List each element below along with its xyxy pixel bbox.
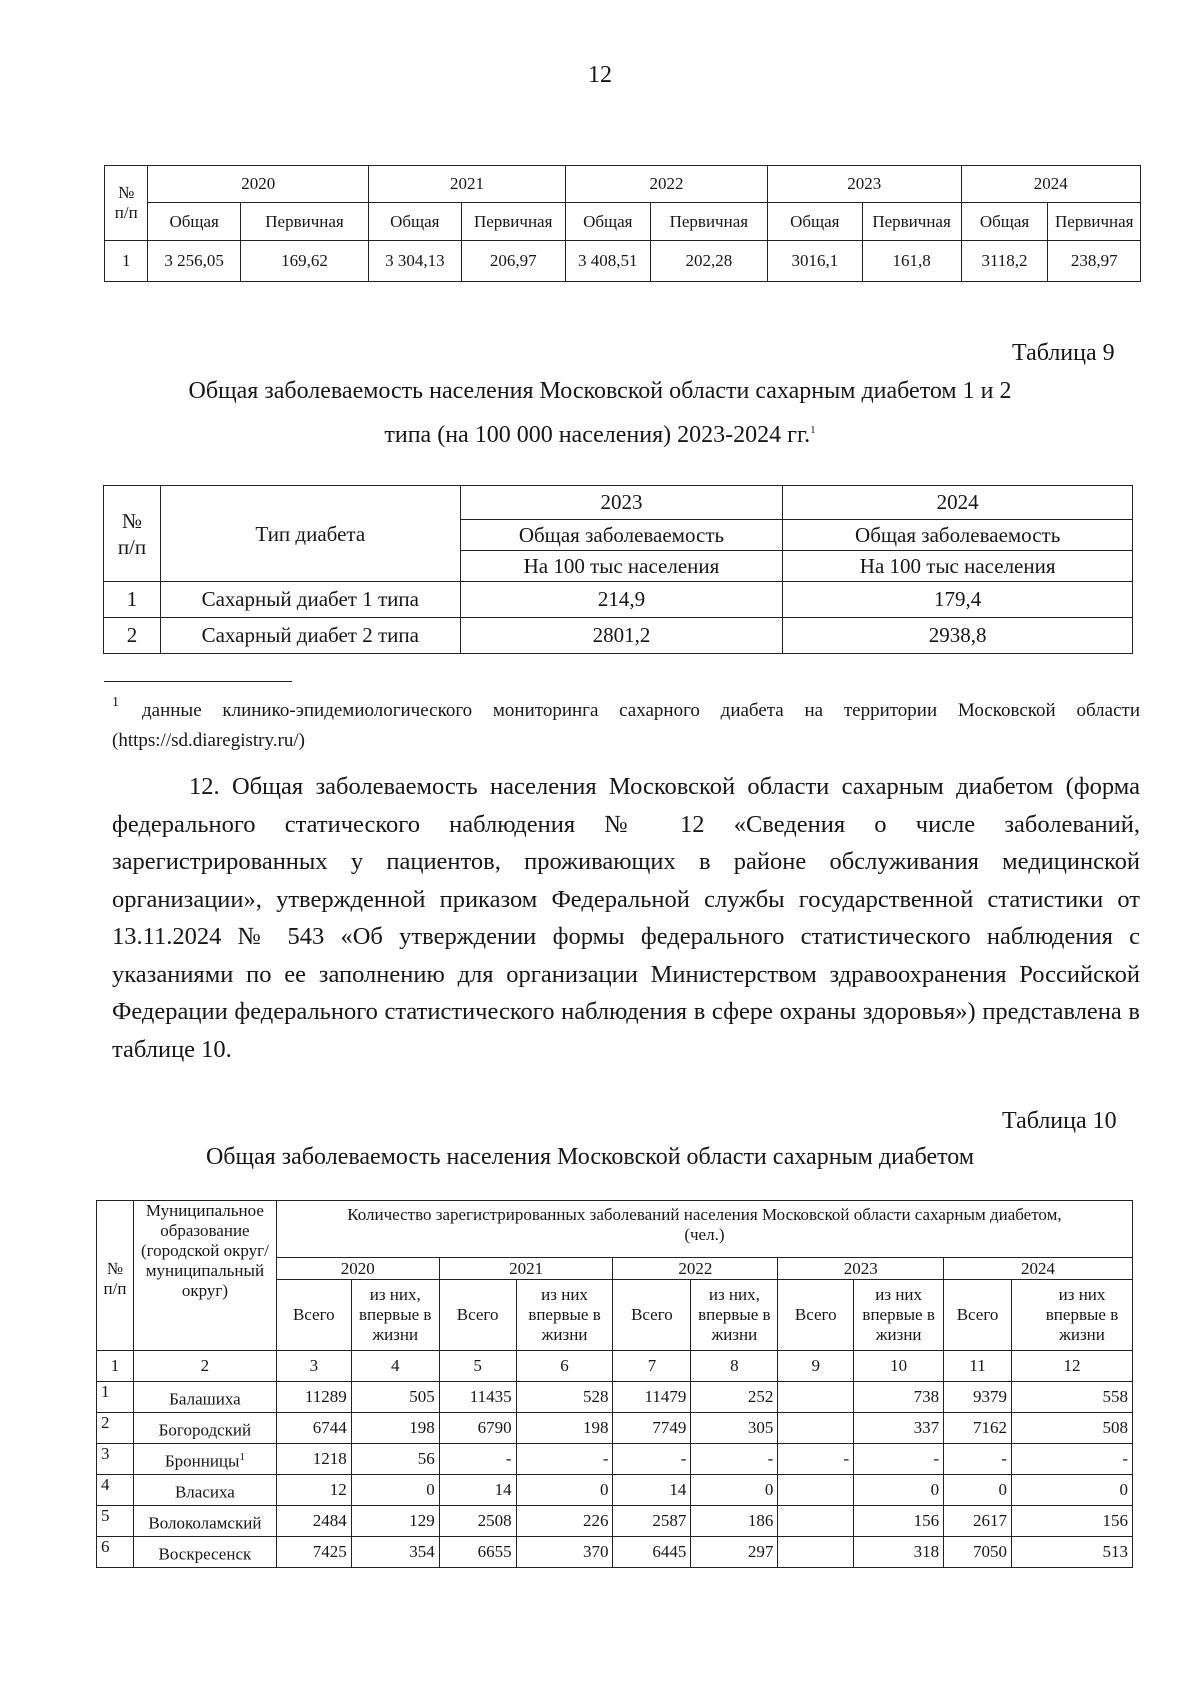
column-number: 10 [854, 1351, 944, 1382]
table-cell: 0 [1012, 1475, 1133, 1506]
footnote-text: данные клинико-эпидемиологического мониторинга сахарного диабета на территории Московской области (https://sd.diaregistry.ru/) [112, 700, 1140, 751]
row-number: 3 [97, 1444, 134, 1475]
table-10-title: Общая заболеваемость населения Московской области сахарным диабетом [205, 1144, 975, 1170]
table-cell: 156 [854, 1506, 944, 1537]
column-number: 7 [613, 1351, 691, 1382]
table-cell: 6445 [613, 1537, 691, 1568]
table-cell: 7425 [276, 1537, 351, 1568]
year-header: 2021 [369, 166, 566, 203]
table-cell: 6790 [439, 1413, 516, 1444]
subheader-first-time: из них, впервые в жизни [351, 1280, 439, 1351]
year-header: 2023 [460, 486, 783, 520]
table-cell: 7050 [944, 1537, 1012, 1568]
table-cell: 6744 [276, 1413, 351, 1444]
table-cell: 2508 [439, 1506, 516, 1537]
column-number: 6 [516, 1351, 613, 1382]
table-cell: - [854, 1444, 944, 1475]
table-cell [778, 1382, 854, 1413]
subheader-total: Всего [944, 1280, 1012, 1351]
table-cell: 2938,8 [783, 618, 1133, 654]
subheader-total: Всего [276, 1280, 351, 1351]
row-number: 1 [105, 241, 148, 282]
year-header: 2024 [944, 1258, 1133, 1280]
table-cell: 14 [613, 1475, 691, 1506]
table-cell: - [778, 1444, 854, 1475]
table-cell: 161,8 [862, 241, 961, 282]
column-number: 3 [276, 1351, 351, 1382]
table-cell [778, 1537, 854, 1568]
row-number: 6 [97, 1537, 134, 1568]
subheader-first-time: из них, впервые в жизни [691, 1280, 778, 1351]
year-header: 2022 [613, 1258, 778, 1280]
table-cell: - [613, 1444, 691, 1475]
table-cell: 2484 [276, 1506, 351, 1537]
year-header: 2020 [148, 166, 369, 203]
table-cell: 3 304,13 [369, 241, 461, 282]
table-cell: 56 [351, 1444, 439, 1475]
table-cell: 3016,1 [768, 241, 863, 282]
subheader-primary: Первичная [862, 203, 961, 241]
table-cell: 7749 [613, 1413, 691, 1444]
table-cell: 0 [944, 1475, 1012, 1506]
subheader-total: Всего [439, 1280, 516, 1351]
footnote-divider [104, 681, 292, 682]
col-no-header: № п/п [97, 1201, 134, 1351]
column-number: 9 [778, 1351, 854, 1382]
col-no-header: № п/п [105, 166, 148, 241]
subheader-per-100k: На 100 тыс населения [783, 551, 1133, 582]
table-cell: 11435 [439, 1382, 516, 1413]
table-row [105, 241, 1141, 282]
table-row [97, 1382, 1133, 1413]
table-cell: 354 [351, 1537, 439, 1568]
municipality-name: Богородский [133, 1413, 276, 1444]
subheader-general: Общая заболеваемость [460, 520, 783, 551]
table-cell [778, 1413, 854, 1444]
municipality-name: Балашиха [133, 1382, 276, 1413]
column-number: 2 [133, 1351, 276, 1382]
table-row [97, 1475, 1133, 1506]
table-cell: 214,9 [460, 582, 783, 618]
table-cell: 305 [691, 1413, 778, 1444]
table-cell: 370 [516, 1537, 613, 1568]
table-cell: 2801,2 [460, 618, 783, 654]
table-cell: 0 [691, 1475, 778, 1506]
table-9-title: Общая заболеваемость населения Московской области сахарным диабетом 1 и 2 типа (на 100 000 населения) 2023-2024 гг.$^1$ [188, 378, 1012, 448]
subheader-first-time: из них впервые в жизни [516, 1280, 613, 1351]
subheader-per-100k: На 100 тыс населения [460, 551, 783, 582]
table-cell: 0 [854, 1475, 944, 1506]
table-cell: 11479 [613, 1382, 691, 1413]
column-number: 4 [351, 1351, 439, 1382]
table-row [97, 1413, 1133, 1444]
table-row [97, 1537, 1133, 1568]
table-cell: 169,62 [240, 241, 368, 282]
table-cell: 9379 [944, 1382, 1012, 1413]
table-cell: 3 408,51 [565, 241, 650, 282]
municipality-name: Волоколамский [133, 1506, 276, 1537]
diabetes-type: Сахарный диабет 1 типа [160, 582, 460, 618]
table-cell: 202,28 [650, 241, 767, 282]
table-cell: 2617 [944, 1506, 1012, 1537]
table-cell: 198 [516, 1413, 613, 1444]
table-row [104, 618, 1133, 654]
row-number: 4 [97, 1475, 134, 1506]
municipality-name: Бронницы$^1$ [133, 1444, 276, 1475]
subheader-primary: Первичная [1048, 203, 1141, 241]
column-number: 5 [439, 1351, 516, 1382]
column-number: 8 [691, 1351, 778, 1382]
subheader-primary: Первичная [650, 203, 767, 241]
table-cell: - [944, 1444, 1012, 1475]
table-row [97, 1444, 1133, 1475]
col-municipality-header: Муниципальное образование (городской округ/ муниципальный округ) [133, 1201, 276, 1351]
table-cell: 318 [854, 1537, 944, 1568]
diabetes-type: Сахарный диабет 2 типа [160, 618, 460, 654]
table-cell: 6655 [439, 1537, 516, 1568]
column-number: 12 [1012, 1351, 1133, 1382]
year-header: 2024 [961, 166, 1140, 203]
prevalence-table-2020-2024 [104, 165, 1141, 282]
table-cell: 337 [854, 1413, 944, 1444]
column-number: 1 [97, 1351, 134, 1382]
subheader-first-time: из них впервые в жизни [1012, 1280, 1133, 1351]
table-cell: 297 [691, 1537, 778, 1568]
table-cell: 7162 [944, 1413, 1012, 1444]
diabetes-type-table [103, 485, 1133, 654]
table-cell: 3 256,05 [148, 241, 240, 282]
table-cell: 156 [1012, 1506, 1133, 1537]
year-header: 2023 [768, 166, 961, 203]
column-number-row [97, 1351, 1133, 1382]
subheader-total: Всего [613, 1280, 691, 1351]
row-number: 2 [104, 618, 161, 654]
year-header: 2023 [778, 1258, 944, 1280]
table-cell: 11289 [276, 1382, 351, 1413]
table-cell: 1218 [276, 1444, 351, 1475]
year-header: 2022 [565, 166, 767, 203]
subheader-general: Общая заболеваемость [783, 520, 1133, 551]
table-cell: 252 [691, 1382, 778, 1413]
footnote [112, 696, 1140, 756]
table-cell: 558 [1012, 1382, 1133, 1413]
table-cell: 238,97 [1048, 241, 1141, 282]
column-number: 11 [944, 1351, 1012, 1382]
col-no-header: № п/п [104, 486, 161, 582]
table-cell [778, 1475, 854, 1506]
table-9-label: Таблица 9 [1012, 340, 1115, 366]
municipality-name: Власиха [133, 1475, 276, 1506]
table-cell: 226 [516, 1506, 613, 1537]
year-header: 2024 [783, 486, 1133, 520]
table-cell: 3118,2 [961, 241, 1048, 282]
diabetes-municipal-table [96, 1200, 1133, 1568]
table-cell [778, 1506, 854, 1537]
table-cell: 2587 [613, 1506, 691, 1537]
table-cell: - [516, 1444, 613, 1475]
subheader-general: Общая [369, 203, 461, 241]
table-cell: - [691, 1444, 778, 1475]
table-row [104, 582, 1133, 618]
table-cell: 505 [351, 1382, 439, 1413]
table-10-label: Таблица 10 [1002, 1108, 1117, 1134]
subheader-general: Общая [768, 203, 863, 241]
footnote-mark: 1 [112, 695, 119, 710]
year-header: 2020 [276, 1258, 439, 1280]
page-number: 12 [588, 62, 612, 88]
table-cell: 513 [1012, 1537, 1133, 1568]
subheader-first-time: из них впервые в жизни [854, 1280, 944, 1351]
table-cell: - [1012, 1444, 1133, 1475]
table-cell: 206,97 [461, 241, 565, 282]
table-cell: 12 [276, 1475, 351, 1506]
subheader-primary: Первичная [461, 203, 565, 241]
table-cell: 508 [1012, 1413, 1133, 1444]
body-paragraph: 12. Общая заболеваемость населения Московской области сахарным диабетом (форма федерального статического наблюдения № 12 «Сведения о числе заболеваний, зарегистрированных у пациентов, проживающих в районе обслуживания медицинской организации», утвержденной приказом Федеральной службы государственной статистики от 13.11.2024 № 543 «Об утверждении формы федерального статистического наблюдения с указаниями по ее заполнению для организации Министерством здравоохранения Российской Федерации федерального статистического наблюдения в сфере охраны здоровья») представлена в таблице 10. [112, 773, 1140, 1063]
subheader-general: Общая [961, 203, 1048, 241]
subheader-total: Всего [778, 1280, 854, 1351]
year-header: 2021 [439, 1258, 613, 1280]
row-number: 5 [97, 1506, 134, 1537]
table-cell: - [439, 1444, 516, 1475]
table-cell: 528 [516, 1382, 613, 1413]
subheader-general: Общая [565, 203, 650, 241]
table-cell: 198 [351, 1413, 439, 1444]
col-group-header: Количество зарегистрированных заболеваний населения Московской области сахарным диабетом, (чел.) [276, 1201, 1132, 1258]
row-number: 1 [104, 582, 161, 618]
table-cell: 14 [439, 1475, 516, 1506]
table-cell: 186 [691, 1506, 778, 1537]
table-cell: 0 [516, 1475, 613, 1506]
col-type-header: Тип диабета [160, 486, 460, 582]
municipality-name: Воскресенск [133, 1537, 276, 1568]
table-cell: 738 [854, 1382, 944, 1413]
table-cell: 129 [351, 1506, 439, 1537]
row-number: 2 [97, 1413, 134, 1444]
subheader-general: Общая [148, 203, 240, 241]
row-number: 1 [97, 1382, 134, 1413]
table-cell: 0 [351, 1475, 439, 1506]
table-row [97, 1506, 1133, 1537]
table-cell: 179,4 [783, 582, 1133, 618]
subheader-primary: Первичная [240, 203, 368, 241]
